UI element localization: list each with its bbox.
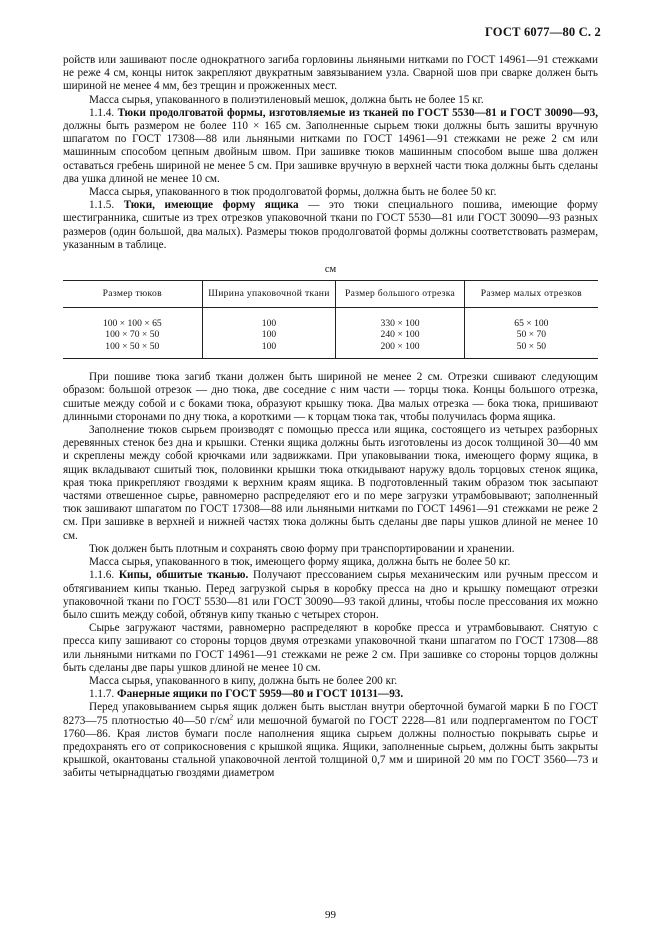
section-1-1-7 — [63, 688, 598, 701]
table-row — [63, 307, 598, 329]
paragraph: Масса сырья, упакованного в тюк продолговатой формы, должна быть не более 50 кг. — [89, 186, 497, 199]
paragraph-text: Перед упаковыванием сырья ящик должен быть выстлан внутри оберточной бумагой марки Б по ГОСТ 8273—75 плотностью 40—50 г/см — [63, 701, 598, 727]
table-cell: 100 × 70 × 50 — [105, 329, 160, 341]
section-title: Кипы, обшитые тканью. — [118, 569, 249, 582]
paragraph: Заполнение тюков сырьем производят с помощью пресса или ящика, состоящего из четырех разборных деревянных стенок без дна и крышки. Стенки ящика должны быть изготовлены из досок толщиной 30—40 мм и скреплены между собой крючками или задвижками. При упаковывании тюка, имеющего форму ящика, в ящик вкладывают сшитый тюк, половинки крышки тюка откидывают наружу вдоль торцовых стенок ящика, края тюка прикрепляют гвоздями к верхним краям ящика. В подготовленный таким образом тюк засыпают частями отвешенное сырье, равномерно распределяют его и по мере загрузки утрамбовывают; заполненный тюк зашивают шпагатом по ГОСТ 17308—88 или льняными нитками по ГОСТ 14961—91 стежками не реже 2 см. При зашивке в верхней и нижней частях тюка должны быть сделаны две пары ушков длиной не менее 10 см. — [63, 424, 598, 542]
table-header-cell: Размер тюков — [63, 281, 202, 308]
section-title: Фанерные ящики по ГОСТ 5959—80 и ГОСТ 10131—93. — [116, 688, 404, 701]
dimensions-table — [63, 280, 598, 359]
section-text: — это тюки специального пошива, имеющие форму шестигранника, сшитые из трех отрезков упаковочной ткани по ГОСТ 5530—81 или ГОСТ 30090—93 разных размеров (один большой, два малых). Размеры тюков продолговатой формы должны соответствовать размерам, указанным в таблице. — [63, 199, 599, 251]
table-header-row — [63, 281, 598, 308]
document-body — [63, 54, 598, 781]
section-text: Получают прессованием сырья механическим или ручным прессом и обтягиванием кипы тканью. Перед загрузкой сырья в коробку пресса на дно и крышку помещают отрезки упаковочной ткани по ГОСТ 5530—81 или ГОСТ 30090—93 такой длины, чтобы после прессования их можно было сшить между собой, обтянув кипу тканью с четырех сторон. — [63, 569, 599, 621]
page-header: ГОСТ 6077—80 С. 2 — [484, 25, 601, 39]
section-number: 1.1.4. — [89, 106, 115, 119]
table-cell: 200 × 100 — [336, 341, 464, 359]
paragraph: Масса сырья, упакованного в полиэтиленовый мешок, должна быть не более 15 кг. — [89, 93, 484, 106]
section-title: Тюки продолговатой формы, изготовляемые из тканей по ГОСТ 5530—81 и ГОСТ 30090—93, — [117, 106, 598, 119]
section-title: Тюки, имеющие форму ящика — [123, 199, 299, 212]
paragraph: Масса сырья, упакованного в кипу, должна быть не более 200 кг. — [89, 674, 398, 687]
section-1-1-6 — [63, 569, 598, 622]
paragraph: Сырье загружают частями, равномерно распределяют в коробке пресса и утрамбовывают. Снятую с пресса кипу зашивают со стороны торцов двумя отрезками упаковочной ткани шпагатом по ГОСТ 17308—88 или льняными нитками по ГОСТ 14961—91 стежками не реже 2 см. При зашивке со стороны торцов должны быть сделаны две пары ушков длиной не менее 10 см. — [63, 622, 598, 674]
table-cell: 330 × 100 — [336, 307, 464, 329]
table-cell: 100 × 50 × 50 — [63, 341, 202, 359]
table-cell: 100 — [202, 329, 336, 341]
page-number: 99 — [325, 909, 336, 921]
paragraph: Тюк должен быть плотным и сохранять свою форму при транспортировании и хранении. — [89, 542, 515, 555]
table-header-cell: Размер большого отрезка — [336, 281, 464, 308]
section-number: 1.1.6. — [89, 569, 115, 582]
table-cell: 65 × 100 — [464, 307, 598, 329]
paragraph: При пошиве тюка загиб ткани должен быть шириной не менее 2 см. Отрезки сшивают следующим образом: большой отрезок — дно тюка, две соседние с ним части — торцы тюка. Концы большого отрезка, сшитые между собой и с боками тюка, образуют крышку тюка. Два малых отрезка — бока тюка, пришивают длинными сторонами по дну тюка, а короткими — к торцам тюка так, чтобы получилась форма ящика. — [63, 371, 598, 423]
section-number: 1.1.7. — [89, 688, 115, 701]
table-cell: 50 × 50 — [464, 341, 598, 359]
table-cell: 100 — [202, 341, 336, 359]
section-1-1-4 — [63, 107, 598, 186]
section-1-1-5 — [63, 199, 598, 252]
paragraph — [63, 701, 598, 780]
table-cell: 100 — [202, 307, 336, 329]
section-text: должны быть размером не более 110 × 165 см. Заполненные сырьем тюки должны быть зашиты вручную шпагатом по ГОСТ 17308—88 или льняными нитками по ГОСТ 14961—91 стежками не реже 2 см или машинным способом цепным двойным швом. При зашивке тюков машинным способом выше шва должен оставаться гребень шириной не менее 5 см. При зашивке вручную в верхней части тюка должны быть сделаны два ушка длиной не менее 10 см. — [63, 120, 598, 185]
section-number: 1.1.5. — [89, 199, 115, 212]
table-cell: 100 × 100 × 65 — [102, 317, 162, 329]
table-cell: 240 × 100 — [336, 329, 464, 341]
table-unit: см — [324, 264, 337, 276]
paragraph: Масса сырья, упакованного в тюк, имеющего форму ящика, должна быть не более 50 кг. — [89, 556, 511, 569]
paragraph-text: или мешочной бумагой по ГОСТ 2228—81 или подпергаментом по ГОСТ 1760—86. Края листов бумаги после наполнения ящика сырьем должны полностью покрывать сырье и предохранять его от соприкосновения с крышкой ящика. Ящики, заполненные сырьем, должны быть закрыты крышкой, окантованы стальной упаковочной лентой толщиной 0,7 мм и шириной 20 мм по ГОСТ 3560—73 и забиты четырнадцатью гвоздями диаметром — [63, 714, 598, 780]
table-header-cell: Размер малых отрезков — [464, 281, 598, 308]
table-row — [63, 341, 598, 359]
table-cell: 50 × 70 — [464, 329, 598, 341]
table-row — [63, 329, 598, 341]
table-header-cell: Ширина упаковочной ткани — [202, 281, 336, 308]
paragraph: ройств или зашивают после однократного загиба горловины льняными нитками по ГОСТ 14961—91 стежками не реже 4 см, концы ниток закрепляют двукратным завязыванием узла. Сварной шов при сварке должен быть шириной не менее 4 мм, без трещин и прожженных мест. — [63, 54, 598, 93]
superscript: 2 — [229, 712, 234, 721]
